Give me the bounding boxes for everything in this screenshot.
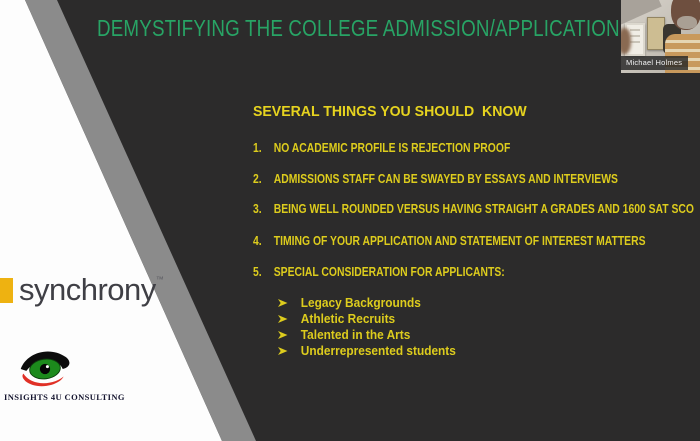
webcam-tile[interactable]	[621, 0, 700, 73]
participant-name-label: Michael Holmes	[621, 56, 688, 70]
synchrony-wordmark: synchrony	[19, 272, 156, 307]
synchrony-gold-mark	[0, 278, 13, 303]
item-text: SPECIAL CONSIDERATION FOR APPLICANTS:	[273, 265, 505, 279]
sub-list-item	[278, 344, 456, 358]
sub-item-text: Athletic Recruits	[300, 312, 396, 326]
slide-heading: SEVERAL THINGS YOU SHOULD KNOW	[253, 103, 527, 120]
synchrony-logo	[19, 272, 164, 308]
sub-list-item	[278, 296, 421, 310]
insights-eye-logo-icon	[17, 348, 73, 395]
list-item	[253, 141, 510, 155]
arrow-bullet-icon	[278, 346, 301, 356]
list-item	[253, 265, 505, 279]
person-beard	[677, 16, 697, 29]
trademark-symbol: ™	[155, 275, 164, 284]
person-hand	[621, 28, 631, 54]
item-number: 1.	[253, 141, 262, 155]
item-number: 2.	[253, 172, 262, 186]
item-text: TIMING OF YOUR APPLICATION AND STATEMENT OF INTEREST MATTERS	[273, 234, 646, 248]
item-number: 5.	[253, 265, 262, 279]
list-item	[253, 234, 646, 248]
list-item	[253, 202, 694, 216]
item-number: 3.	[253, 202, 262, 216]
item-number: 4.	[253, 234, 262, 248]
insights-consulting-wordmark: INSIGHTS 4U CONSULTING	[4, 392, 125, 402]
arrow-bullet-icon	[278, 330, 301, 340]
arrow-bullet-icon	[278, 314, 301, 324]
item-text: ADMISSIONS STAFF CAN BE SWAYED BY ESSAYS AND INTERVIEWS	[273, 172, 618, 186]
arrow-bullet-icon	[278, 298, 301, 308]
sub-item-text: Underrepresented students	[300, 344, 456, 358]
sub-item-text: Talented in the Arts	[300, 328, 411, 342]
sub-list-item	[278, 328, 410, 342]
item-text: NO ACADEMIC PROFILE IS REJECTION PROOF	[273, 141, 511, 155]
sub-list-item	[278, 312, 395, 326]
item-text: BEING WELL ROUNDED VERSUS HAVING STRAIGHT A GRADES AND 1600 SAT SCO	[273, 202, 694, 216]
slide-title: DEMYSTIFYING THE COLLEGE ADMISSION/APPLICATION	[97, 15, 620, 41]
sub-item-text: Legacy Backgrounds	[300, 296, 421, 310]
list-item	[253, 172, 618, 186]
